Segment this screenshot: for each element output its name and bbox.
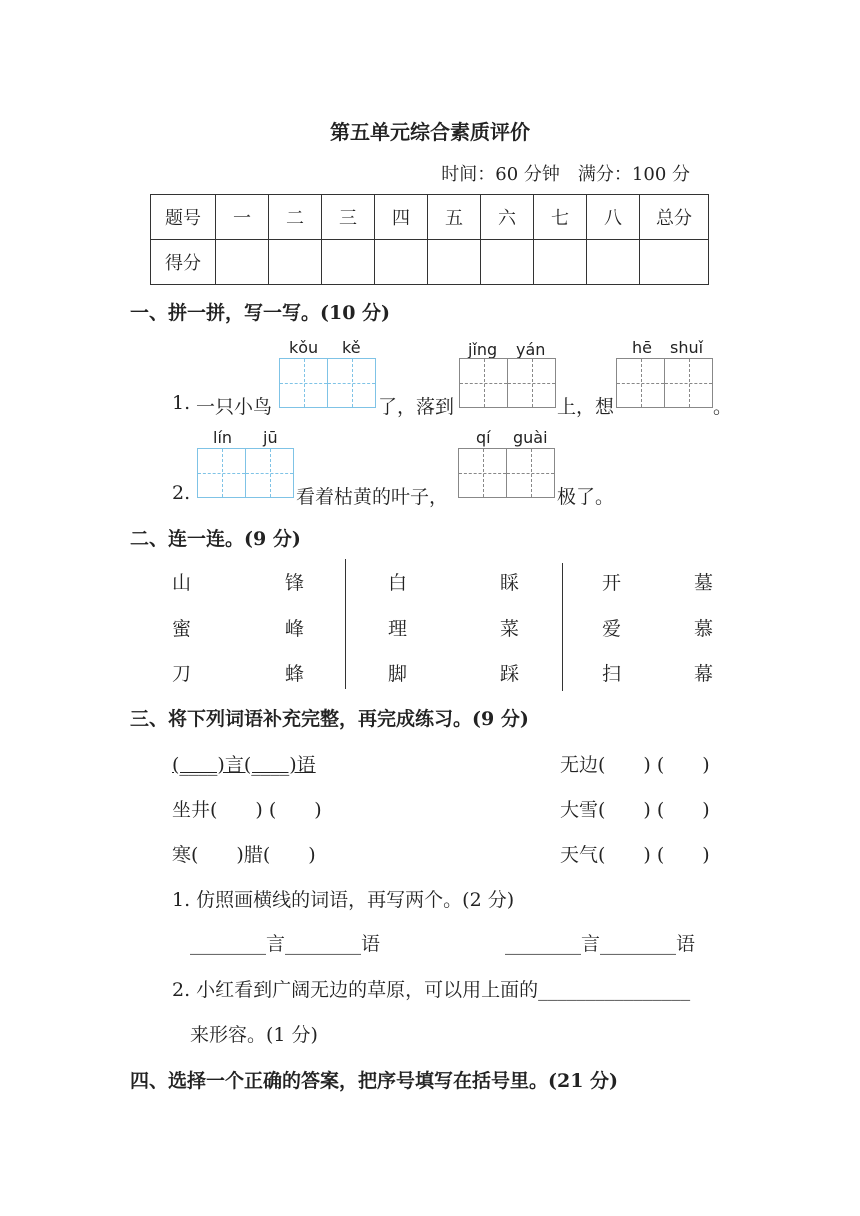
writing-grid[interactable] — [458, 448, 555, 498]
match-char-right[interactable]: 菜 — [500, 618, 520, 640]
score-header-cell: 题号 — [151, 195, 216, 240]
match-char-left[interactable]: 刀 — [172, 663, 192, 685]
grid-cell[interactable] — [617, 359, 665, 407]
writing-grid[interactable] — [616, 358, 713, 408]
match-char-right[interactable]: 踩 — [500, 663, 520, 685]
match-char-right[interactable]: 慕 — [694, 618, 714, 640]
writing-grid[interactable] — [459, 358, 556, 408]
question-number: 2. — [172, 482, 191, 504]
idiom: 天气( ) ( ) — [560, 844, 710, 866]
score-header-cell: 总分 — [640, 195, 709, 240]
score-header-cell: 七 — [534, 195, 587, 240]
idiom: 大雪( ) ( ) — [560, 799, 710, 821]
question-text: 极了。 — [557, 486, 615, 508]
score-header-cell: 一 — [216, 195, 269, 240]
page-title: 第五单元综合素质评价 — [330, 120, 530, 144]
score-table-header-row — [151, 195, 709, 240]
question-text: 看着枯黄的叶子， — [296, 486, 449, 508]
score-header-cell: 四 — [375, 195, 428, 240]
pinyin: lín — [213, 428, 233, 447]
score-row-label: 得分 — [151, 240, 216, 285]
score-cell[interactable] — [269, 240, 322, 285]
writing-grid[interactable] — [279, 358, 376, 408]
score-cell[interactable] — [216, 240, 269, 285]
score-cell[interactable] — [587, 240, 640, 285]
answer-blank[interactable]: ________言________语 — [505, 933, 696, 955]
question-text: 。 — [713, 396, 733, 418]
question-text: 来形容。(1 分) — [190, 1024, 318, 1046]
score-cell[interactable] — [375, 240, 428, 285]
match-char-right[interactable]: 锋 — [285, 572, 305, 594]
score-header-cell: 六 — [481, 195, 534, 240]
score-cell[interactable] — [428, 240, 481, 285]
pinyin: jū — [263, 428, 278, 447]
pinyin: hē — [632, 338, 652, 357]
score-table — [150, 194, 709, 285]
idiom: 无边( ) ( ) — [560, 754, 710, 776]
question-text: 了，落到 — [378, 396, 455, 418]
idiom: 寒( )腊( ) — [172, 844, 316, 866]
writing-grid[interactable] — [197, 448, 294, 498]
exam-info: 时间：60 分钟 满分：100 分 — [441, 164, 690, 185]
score-table-score-row — [151, 240, 709, 285]
grid-cell[interactable] — [246, 449, 293, 497]
match-char-left[interactable]: 蜜 — [172, 618, 192, 640]
pinyin: kě — [342, 338, 361, 357]
section-1-heading: 一、拼一拼，写一写。(10 分) — [130, 302, 391, 324]
grid-cell[interactable] — [328, 359, 375, 407]
idiom-underlined: (____)言(____)语 — [172, 754, 316, 776]
match-char-left[interactable]: 脚 — [388, 663, 408, 685]
grid-cell[interactable] — [460, 359, 508, 407]
grid-cell[interactable] — [198, 449, 246, 497]
score-cell[interactable] — [534, 240, 587, 285]
score-cell[interactable] — [322, 240, 375, 285]
section-3-heading: 三、将下列词语补充完整，再完成练习。(9 分) — [130, 708, 529, 730]
score-cell[interactable] — [481, 240, 534, 285]
section-2-heading: 二、连一连。(9 分) — [130, 528, 301, 550]
match-char-left[interactable]: 理 — [388, 618, 408, 640]
pinyin: qí — [476, 428, 491, 447]
score-header-cell: 二 — [269, 195, 322, 240]
grid-cell[interactable] — [665, 359, 712, 407]
match-char-left[interactable]: 扫 — [602, 663, 622, 685]
match-char-right[interactable]: 蜂 — [285, 663, 305, 685]
score-header-cell: 五 — [428, 195, 481, 240]
score-cell[interactable] — [640, 240, 709, 285]
match-char-left[interactable]: 白 — [388, 572, 408, 594]
grid-cell[interactable] — [508, 359, 555, 407]
match-char-left[interactable]: 山 — [172, 572, 192, 594]
pinyin: yán — [516, 340, 546, 359]
match-char-right[interactable]: 幕 — [694, 663, 714, 685]
group-divider — [345, 559, 346, 689]
match-char-left[interactable]: 爱 — [602, 618, 622, 640]
pinyin: guài — [513, 428, 548, 447]
match-char-left[interactable]: 开 — [602, 572, 622, 594]
pinyin: kǒu — [289, 338, 319, 357]
grid-cell[interactable] — [459, 449, 507, 497]
question-text: 上，想 — [557, 396, 615, 418]
answer-blank[interactable]: ________言________语 — [190, 933, 381, 955]
score-header-cell: 三 — [322, 195, 375, 240]
pinyin: jǐng — [468, 340, 498, 359]
score-header-cell: 八 — [587, 195, 640, 240]
section-4-heading: 四、选择一个正确的答案，把序号填写在括号里。(21 分) — [130, 1070, 619, 1092]
match-char-right[interactable]: 峰 — [285, 618, 305, 640]
match-char-right[interactable]: 墓 — [694, 572, 714, 594]
grid-cell[interactable] — [280, 359, 328, 407]
question-text: 一只小鸟 — [196, 396, 273, 418]
pinyin: shuǐ — [670, 338, 704, 357]
question-text: 1. 仿照画横线的词语，再写两个。(2 分) — [172, 889, 515, 911]
question-number: 1. — [172, 392, 191, 414]
question-text: 2. 小红看到广阔无边的草原，可以用上面的________________ — [172, 979, 691, 1001]
grid-cell[interactable] — [507, 449, 554, 497]
match-char-right[interactable]: 睬 — [500, 572, 520, 594]
group-divider — [562, 563, 563, 691]
idiom: 坐井( ) ( ) — [172, 799, 322, 821]
